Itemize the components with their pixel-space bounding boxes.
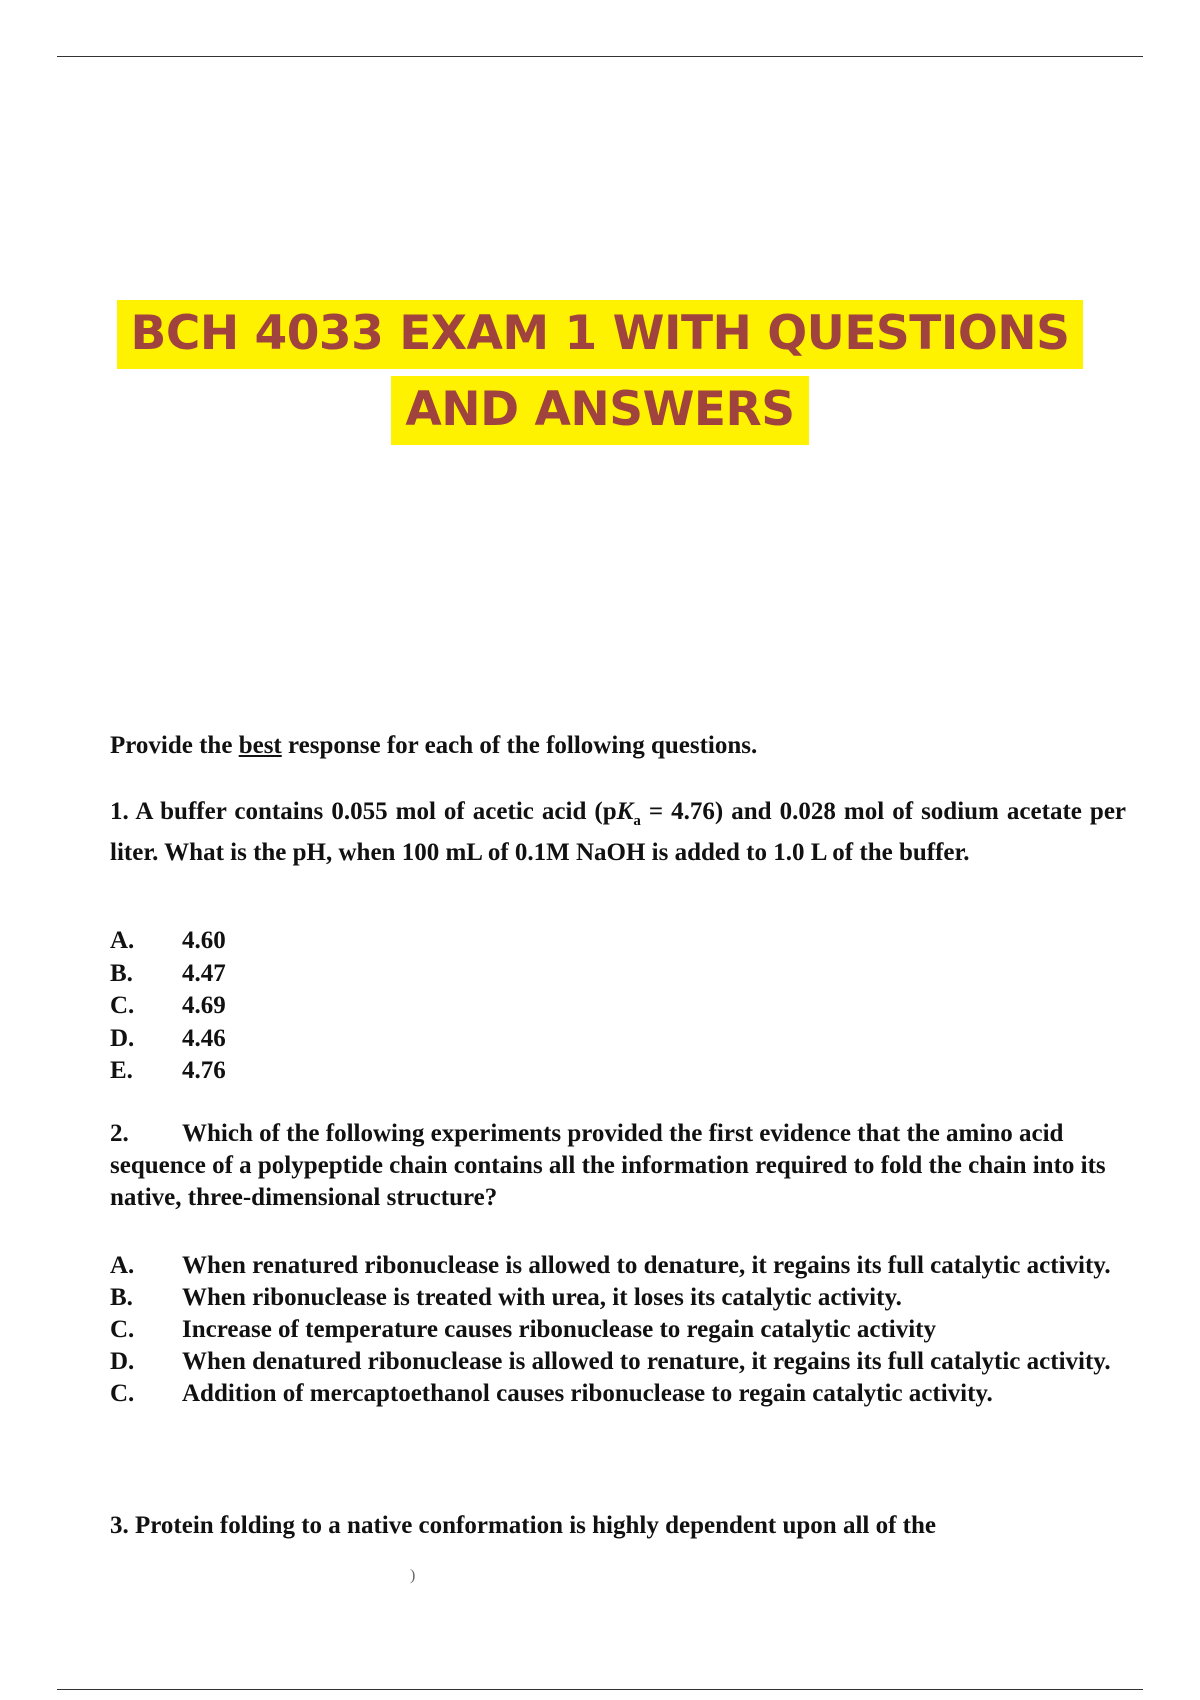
document-title-line-1: BCH 4033 EXAM 1 WITH QUESTIONS (0, 306, 1200, 361)
option: B. 4.47 (110, 959, 226, 987)
option: D. 4.46 (110, 1024, 226, 1052)
instructions: Provide the best response for each of the following questions. (110, 732, 758, 759)
option: B. When ribonuclease is treated with urea, it loses its catalytic activity. (110, 1284, 902, 1311)
option: C. 4.69 (110, 992, 226, 1019)
question-1: 1. A buffer contains 0.055 mol of acetic acid $(pK_a = 4.76)$ and 0.028 mol of sodium acetate per liter. What is the pH, when 100 mL of 0.1M NaOH is added to 1.0 L of the buffer. (110, 798, 1127, 866)
option: A. 4.60 (110, 927, 226, 954)
option: E. 4.76 (110, 1057, 226, 1084)
question-number: 1. (110, 798, 129, 825)
question-1-options (110, 925, 226, 1088)
option: C. Addition of mercaptoethanol causes ribonuclease to regain catalytic activity. (110, 1380, 993, 1407)
stray-mark: ) (410, 1567, 416, 1584)
question-2-options (110, 1250, 1140, 1410)
document-title-line-2: AND ANSWERS (0, 382, 1200, 437)
question-3: 3. Protein folding to a native conformation is highly dependent upon all of the (110, 1512, 936, 1539)
top-rule (57, 56, 1143, 57)
option: A. When renatured ribonuclease is allowed to denature, it regains its full catalytic activity. (110, 1252, 1111, 1279)
bottom-rule (57, 1689, 1143, 1690)
option: C. Increase of temperature causes ribonuclease to regain catalytic activity (110, 1316, 936, 1343)
question-number: 2. (110, 1120, 129, 1147)
option: D. When denatured ribonuclease is allowed to renature, it regains its full catalytic activity. (110, 1348, 1111, 1375)
question-2: 2. Which of the following experiments provided the first evidence that the amino acid sequence of a polypeptide chain contains all the information required to fold the chain into its native, three-dimensional structure? (110, 1120, 1106, 1211)
instructions-emphasis: best (238, 732, 282, 759)
question-number: 3. (110, 1512, 129, 1539)
